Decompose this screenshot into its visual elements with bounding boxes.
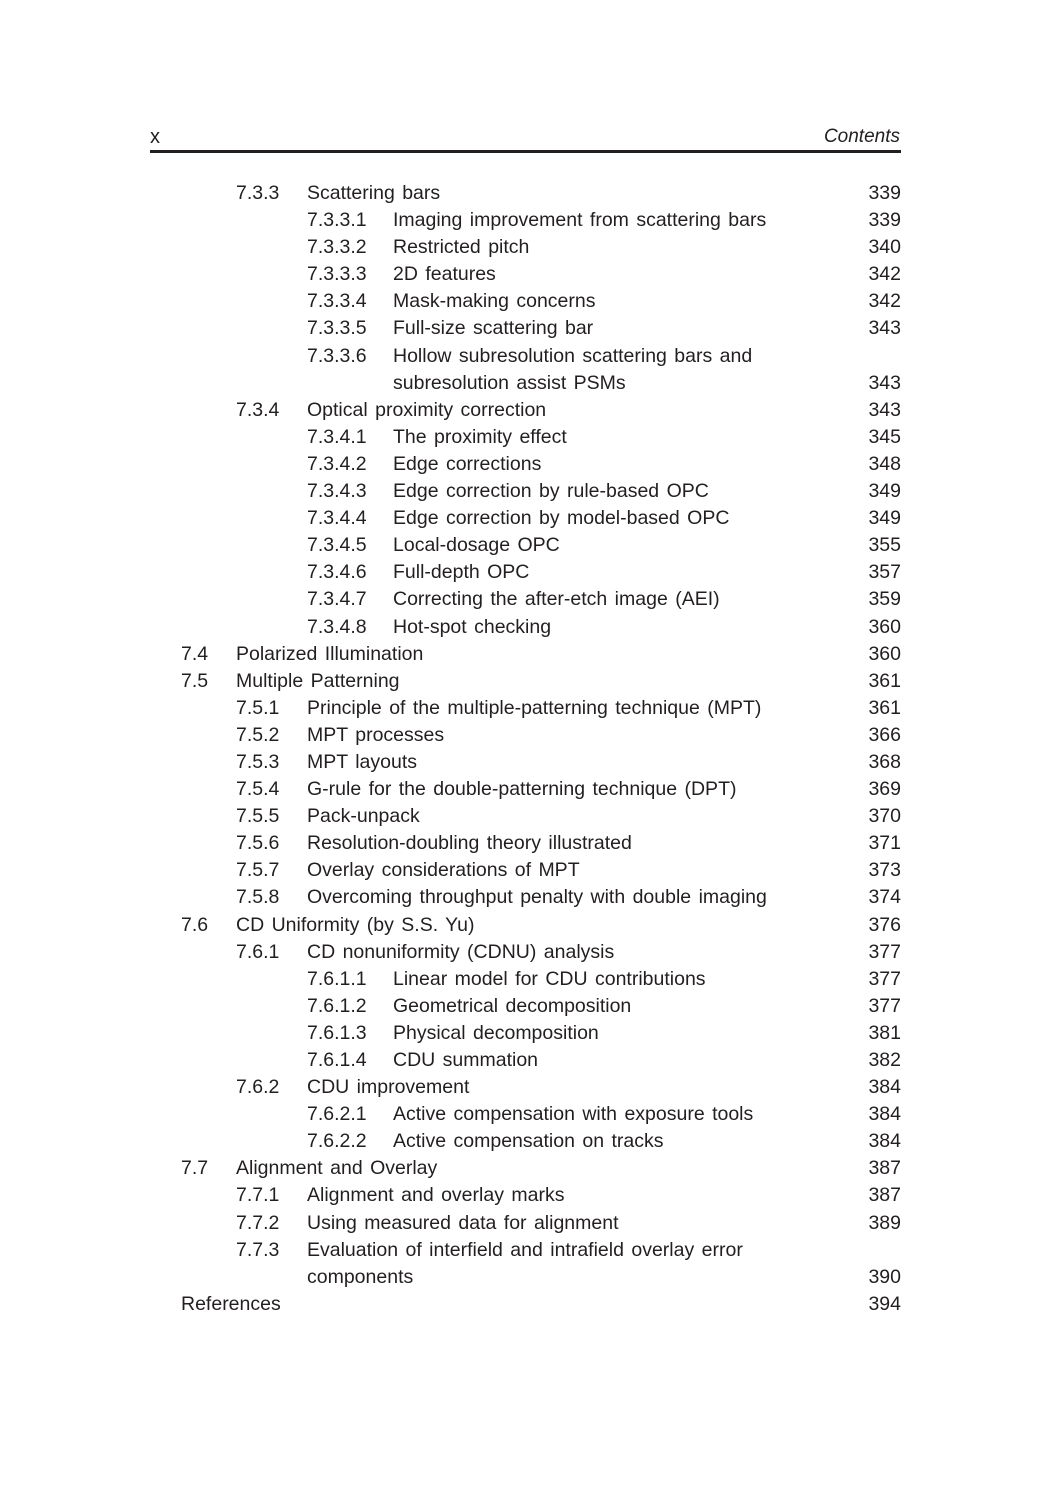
entry-title: CDU summation: [393, 1049, 539, 1071]
entry-page: 389: [868, 1211, 901, 1234]
entry-title: Edge correction by model-based OPC: [393, 507, 730, 530]
entry-number: 7.3.4.2: [307, 452, 367, 475]
entry-title: Full-depth OPC: [393, 561, 530, 584]
entry-title: Hollow subresolution scattering bars and: [393, 344, 753, 367]
toc-entry: [150, 180, 901, 207]
entry-page: 345: [868, 425, 901, 448]
entry-page: 357: [868, 561, 901, 584]
toc-entry: [150, 424, 901, 451]
entry-number: 7.3.4.5: [307, 534, 367, 557]
toc-entry: [150, 505, 901, 532]
toc-entry: [150, 370, 901, 397]
entry-page: 349: [868, 507, 901, 530]
toc-entry: [150, 288, 901, 315]
entry-number: 7.6: [181, 913, 209, 936]
entry-page: 349: [868, 480, 901, 503]
entry-page: 370: [868, 805, 901, 828]
toc-entry: [150, 1264, 901, 1291]
entry-number: 7.3.3.2: [307, 236, 367, 259]
toc-entry: [150, 1128, 901, 1155]
toc-entry: [150, 1047, 901, 1074]
entry-page: 384: [868, 1103, 901, 1126]
toc-entry: [150, 315, 901, 342]
toc-entry: [150, 1210, 901, 1237]
entry-number: 7.3.3.6: [307, 344, 367, 367]
entry-page: 366: [868, 723, 901, 746]
entry-title: Overcoming throughput penalty with double imaging: [307, 886, 767, 909]
entry-number: 7.6.2.1: [307, 1103, 367, 1126]
toc-entry: [150, 1155, 901, 1182]
entry-number: 7.3.3.5: [307, 317, 367, 340]
entry-number: 7.3.3: [236, 182, 280, 204]
entry-title: components: [307, 1265, 414, 1288]
entry-title: Active compensation with exposure tools: [393, 1103, 754, 1126]
toc-entry: [150, 1020, 901, 1047]
entry-page: 374: [868, 886, 901, 909]
entry-number: 7.5.6: [236, 832, 280, 855]
entry-title: MPT processes: [307, 723, 445, 746]
entry-page: 387: [868, 1184, 901, 1207]
entry-page: 377: [868, 967, 901, 990]
toc-entry: [150, 478, 901, 505]
entry-page: 360: [868, 615, 901, 638]
toc-entry: [150, 234, 901, 261]
entry-page: 384: [868, 1076, 901, 1099]
entry-title: The proximity effect: [393, 425, 567, 448]
entry-number: 7.6.2.2: [307, 1130, 367, 1153]
toc-entry: [150, 1291, 901, 1318]
entry-page: 343: [868, 371, 901, 394]
entry-title: Physical decomposition: [393, 1021, 599, 1044]
entry-page: 369: [868, 778, 901, 801]
toc-entry: [150, 1182, 901, 1209]
entry-title: Alignment and overlay marks: [307, 1184, 565, 1207]
entry-number: 7.3.4.4: [307, 507, 367, 530]
entry-title: Optical proximity correction: [307, 398, 547, 421]
entry-number: 7.3.3.1: [307, 209, 367, 232]
toc-entry: [150, 261, 901, 288]
toc-entry: [150, 966, 901, 993]
entry-page: 368: [868, 750, 901, 773]
toc-entry: [150, 884, 901, 911]
entry-page: 339: [868, 182, 901, 204]
entry-page: 355: [868, 534, 901, 557]
entry-number: 7.7.3: [236, 1238, 280, 1261]
entry-title: Linear model for CDU contributions: [393, 967, 706, 990]
entry-number: 7.5.8: [236, 886, 280, 909]
toc-entry: [150, 830, 901, 857]
entry-number: 7.3.4.6: [307, 561, 367, 584]
toc-entry: [150, 614, 901, 641]
entry-title: CDU improvement: [307, 1076, 470, 1099]
entry-number: 7.6.1.4: [307, 1049, 367, 1071]
entry-page: 387: [868, 1157, 901, 1180]
toc-entry: [150, 722, 901, 749]
entry-number: 7.5.3: [236, 750, 280, 773]
entry-page: 361: [868, 669, 901, 692]
toc-entry: [150, 912, 901, 939]
entry-title: References: [181, 1292, 281, 1315]
toc-entry: [150, 695, 901, 722]
entry-page: 394: [868, 1292, 901, 1315]
entry-title: Edge correction by rule-based OPC: [393, 480, 709, 503]
entry-number: 7.3.4.3: [307, 480, 367, 503]
entry-title: Evaluation of interfield and intrafield overlay error: [307, 1238, 743, 1261]
entry-title: CD Uniformity (by S.S. Yu): [236, 913, 475, 936]
entry-number: 7.5.7: [236, 859, 280, 882]
entry-number: 7.3.4.1: [307, 425, 367, 448]
entry-page: 348: [868, 452, 901, 475]
toc-entry: [150, 668, 901, 695]
entry-number: 7.3.4: [236, 398, 280, 421]
entry-title: Imaging improvement from scattering bars: [393, 209, 767, 232]
entry-number: 7.5.2: [236, 723, 280, 746]
entry-number: 7.6.1.2: [307, 994, 367, 1017]
entry-page: 371: [868, 832, 901, 855]
entry-page: 360: [868, 642, 901, 665]
entry-title: CD nonuniformity (CDNU) analysis: [307, 940, 615, 963]
entry-title: Multiple Patterning: [236, 669, 400, 692]
entry-title: Edge corrections: [393, 452, 542, 475]
entry-page: 376: [868, 913, 901, 936]
toc-entry: [150, 641, 901, 668]
toc-entry: [150, 586, 901, 613]
entry-title: Hot-spot checking: [393, 615, 552, 638]
toc-entry: [150, 1237, 901, 1264]
page-number: x: [150, 126, 160, 148]
toc-entry: [150, 1074, 901, 1101]
entry-title: 2D features: [393, 263, 496, 286]
entry-title: Resolution-doubling theory illustrated: [307, 832, 632, 855]
entry-title: Scattering bars: [307, 182, 441, 204]
entry-page: 343: [868, 398, 901, 421]
entry-title: Correcting the after-etch image (AEI): [393, 588, 720, 611]
entry-number: 7.5.5: [236, 805, 280, 828]
entry-page: 390: [868, 1265, 901, 1288]
entry-page: 340: [868, 236, 901, 259]
entry-page: 361: [868, 696, 901, 719]
entry-number: 7.6.1: [236, 940, 280, 963]
entry-page: 381: [868, 1021, 901, 1044]
toc-entry: [150, 559, 901, 586]
entry-page: 377: [868, 940, 901, 963]
entry-title: Polarized Illumination: [236, 642, 424, 665]
entry-title: Alignment and Overlay: [236, 1157, 438, 1180]
entry-title: Using measured data for alignment: [307, 1211, 619, 1234]
running-title: Contents: [823, 126, 900, 147]
entry-page: 342: [868, 290, 901, 313]
toc-entry: [150, 397, 901, 424]
toc-entry: [150, 451, 901, 478]
entry-title: MPT layouts: [307, 750, 418, 773]
entry-title: Mask-making concerns: [393, 290, 596, 313]
toc-entry: [150, 532, 901, 559]
entry-page: 382: [868, 1049, 901, 1071]
entry-number: 7.7.1: [236, 1184, 280, 1207]
entry-number: 7.3.4.8: [307, 615, 367, 638]
header-rule: [150, 150, 901, 153]
entry-title: G-rule for the double-patterning technique (DPT): [307, 778, 737, 801]
entry-page: 359: [868, 588, 901, 611]
entry-number: 7.7: [181, 1157, 209, 1180]
entry-number: 7.6.2: [236, 1076, 280, 1099]
entry-page: 343: [868, 317, 901, 340]
entry-number: 7.5.4: [236, 778, 280, 801]
toc-entry: [150, 1101, 901, 1128]
entry-title: Restricted pitch: [393, 236, 530, 259]
toc-entry: [150, 939, 901, 966]
entry-title: Principle of the multiple-patterning technique (MPT): [307, 696, 762, 719]
toc-entry: [150, 857, 901, 884]
toc-entry: [150, 749, 901, 776]
entry-title: Overlay considerations of MPT: [307, 859, 580, 882]
entry-title: Pack-unpack: [307, 805, 420, 828]
entry-number: 7.5: [181, 669, 209, 692]
entry-title: Geometrical decomposition: [393, 994, 632, 1017]
entry-page: 373: [868, 859, 901, 882]
entry-page: 339: [868, 209, 901, 232]
entry-number: 7.7.2: [236, 1211, 280, 1234]
toc-entry: [150, 776, 901, 803]
entry-title: subresolution assist PSMs: [393, 371, 626, 394]
toc-entry: [150, 803, 901, 830]
entry-number: 7.4: [181, 642, 209, 665]
entry-page: 384: [868, 1130, 901, 1153]
entry-number: 7.6.1.3: [307, 1021, 367, 1044]
entry-page: 377: [868, 994, 901, 1017]
entry-number: 7.5.1: [236, 696, 280, 719]
entry-number: 7.3.4.7: [307, 588, 367, 611]
entry-title: Local-dosage OPC: [393, 534, 560, 557]
toc-entry: [150, 207, 901, 234]
entry-title: Full-size scattering bar: [393, 317, 594, 340]
entry-number: 7.3.3.4: [307, 290, 367, 313]
table-of-contents: [150, 180, 901, 1318]
entry-number: 7.3.3.3: [307, 263, 367, 286]
toc-entry: [150, 993, 901, 1020]
entry-title: Active compensation on tracks: [393, 1130, 664, 1153]
toc-entry: [150, 343, 901, 370]
entry-page: 342: [868, 263, 901, 286]
entry-number: 7.6.1.1: [307, 967, 367, 990]
